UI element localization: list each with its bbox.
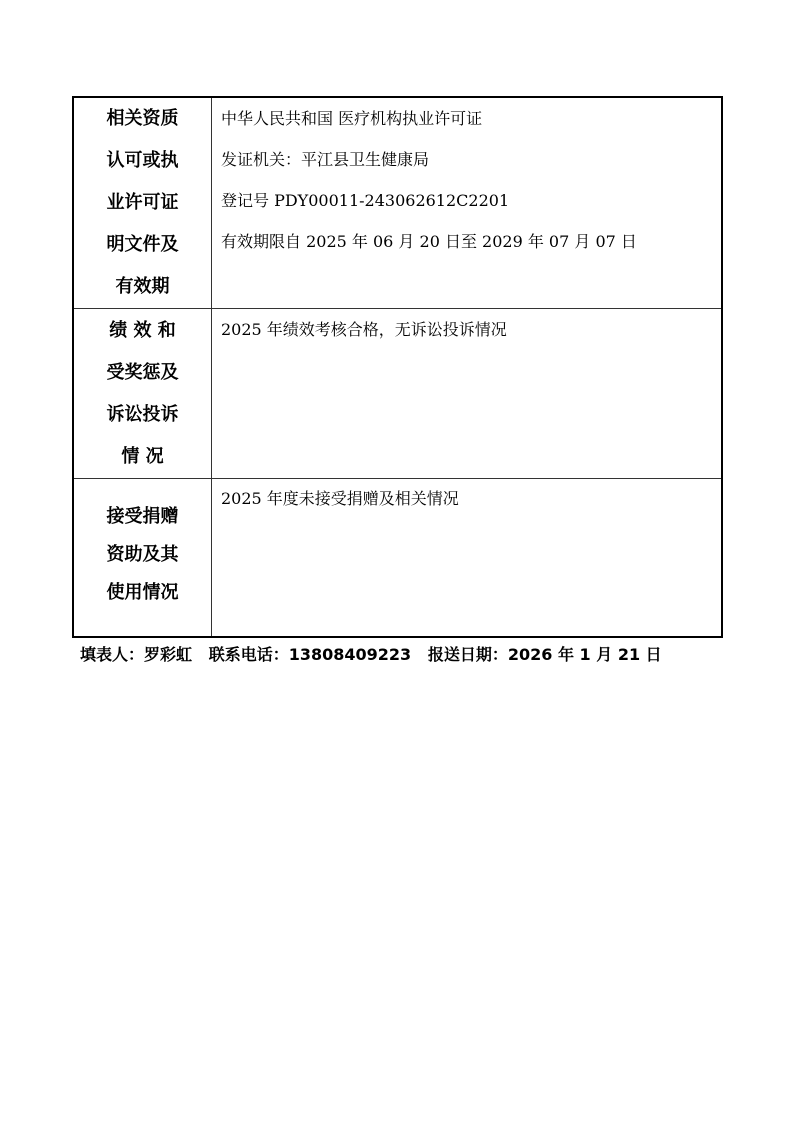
- table-row-donation: [73, 479, 722, 638]
- label-cell-performance: [73, 309, 212, 479]
- table-row-performance: [73, 309, 722, 479]
- registration-number-text: 登记号 PDY00011-243062612C2201: [221, 191, 510, 210]
- table-row-license: [73, 97, 722, 309]
- issuing-authority-text: 发证机关：平江县卫生健康局: [221, 150, 430, 169]
- label-cell-donation: [73, 479, 212, 638]
- content-cell-license: [212, 97, 723, 309]
- content-cell-performance: [212, 309, 723, 479]
- label-cell-license: [73, 97, 212, 309]
- row-label-performance: 绩 效 和 受奖惩及 诉讼投诉 情 况: [106, 320, 179, 467]
- validity-period-text: 有效期限自 2025 年 06 月 20 日至 2029 年 07 月 07 日: [221, 232, 637, 251]
- report-table: [72, 96, 723, 638]
- performance-text: 2025 年绩效考核合格，无诉讼投诉情况: [221, 320, 507, 339]
- row-label-donation: 接受捐赠 资助及其 使用情况: [106, 506, 179, 603]
- license-name-text: 中华人民共和国 医疗机构执业许可证: [221, 109, 483, 128]
- row-label-license: 相关资质 认可或执 业许可证 明文件及 有效期: [106, 108, 179, 297]
- content-cell-donation: [212, 479, 723, 638]
- footer-info: 填表人：罗彩虹 联系电话：13808409223 报送日期：2026 年 1 月 21 日: [80, 645, 662, 664]
- donation-text: 2025 年度未接受捐赠及相关情况: [221, 489, 459, 508]
